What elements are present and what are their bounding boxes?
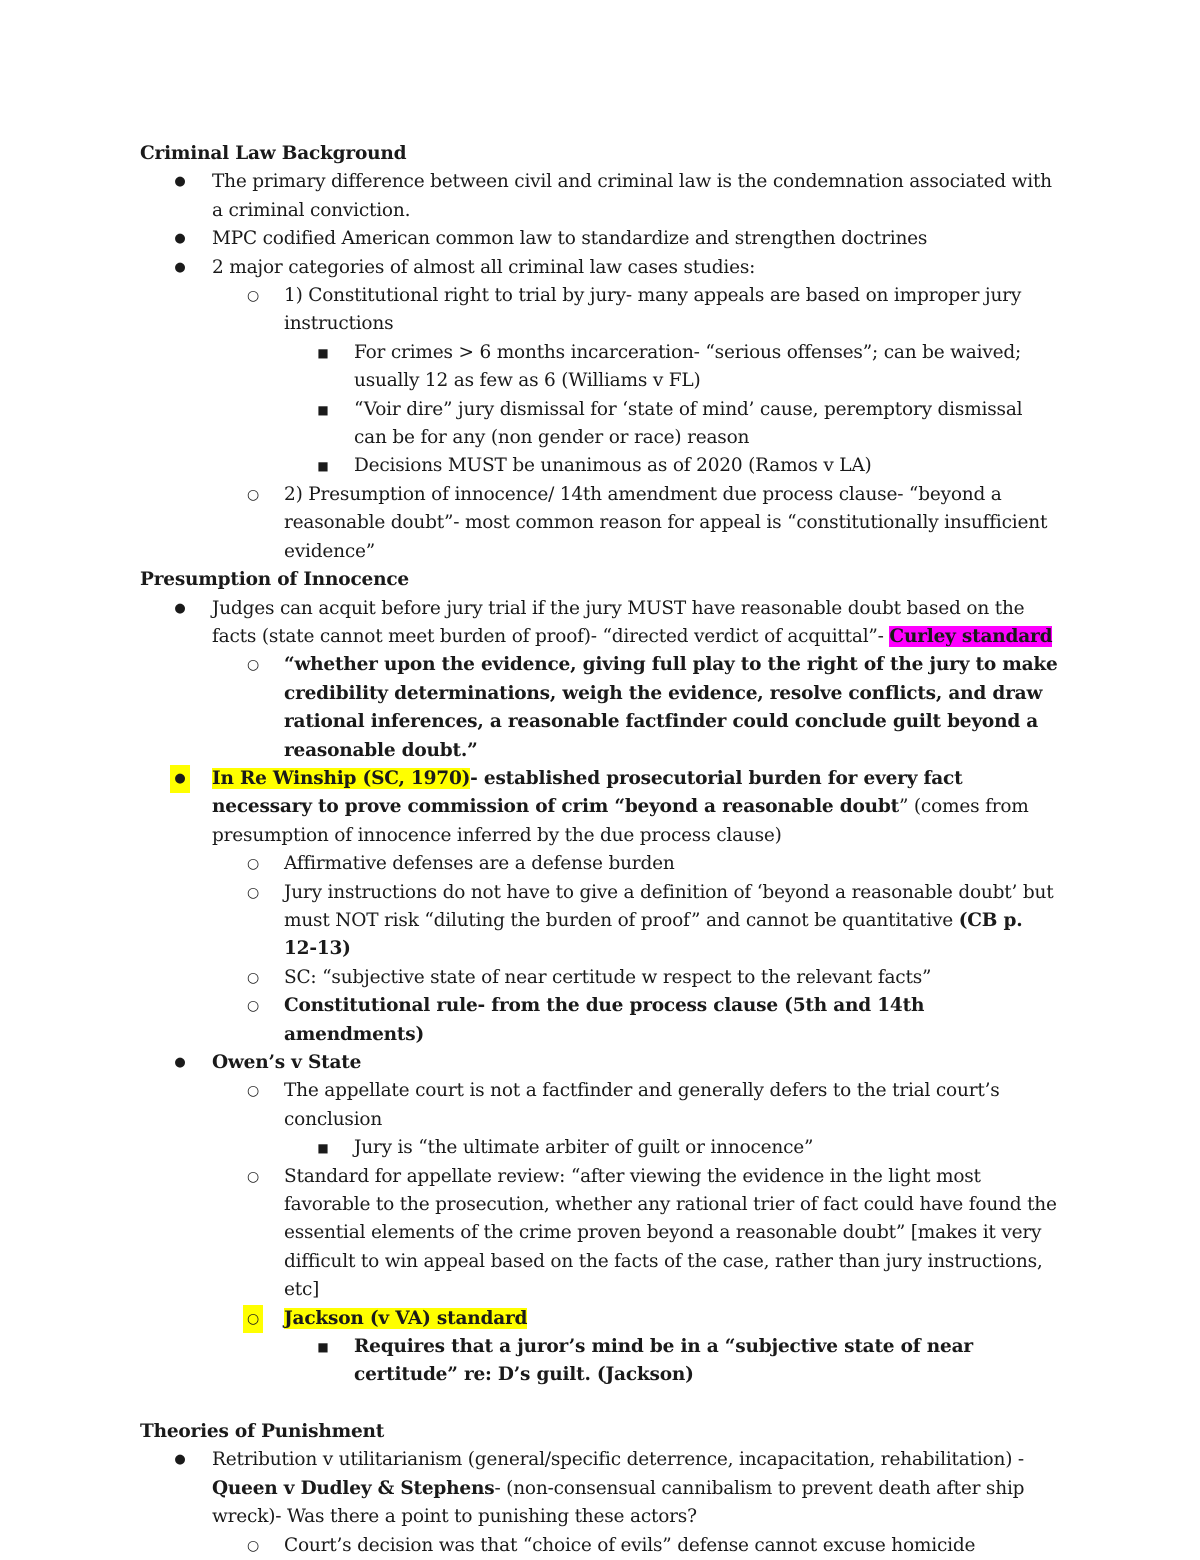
sub-list-item [140,1532,1060,1560]
list-item-text: 2) Presumption of innocence/ 14th amendment due process clause- “beyond a reasonable doubt”- most common reason for appeal is “constitutionally insufficient evidence” [284,483,1048,562]
square-bullet-icon: ■ [317,1141,329,1156]
bullet-icon: ● [174,259,186,275]
circle-bullet-icon: ○ [246,998,260,1015]
circle-bullet-icon: ○ [246,884,260,901]
list-item-text: ” (comes from presumption of innocence inferred by the due process clause) [212,796,1029,846]
list-item-text: The appellate court is not a factfinder and generally defers to the trial court’s conclusion [284,1080,1000,1130]
sub-sub-list-item [140,1134,1060,1162]
list-item-text: MPC codified American common law to standardize and strengthen doctrines [212,228,928,250]
sub-list-item [140,651,1060,765]
sub-list-item [140,964,1060,992]
list-item [140,254,1060,282]
paragraph-spacer [140,1390,1060,1418]
section-heading-criminal-law-background: Criminal Law Background [140,143,407,164]
list-item-text: 2 major categories of almost all criminal law cases studies: [212,256,756,278]
list-item-text: Affirmative defenses are a defense burden [284,853,675,875]
circle-bullet-icon: ○ [243,1305,263,1333]
square-bullet-icon: ■ [317,1340,329,1355]
list-item [140,225,1060,253]
circle-bullet-icon: ○ [246,1168,260,1185]
sub-list-item [140,1077,1060,1134]
bullet-icon: ● [174,1055,186,1070]
list-item [140,168,1060,225]
circle-bullet-icon: ○ [246,288,260,305]
sub-list-item [140,850,1060,878]
list-item-text: The primary difference between civil and criminal law is the condemnation associated with a criminal conviction. [212,171,1052,221]
sub-list-item [140,481,1060,566]
highlighted-case-jackson-standard: Jackson (v VA) standard [284,1307,528,1329]
sub-sub-list-item [140,452,1060,480]
section-heading-presumption-of-innocence: Presumption of Innocence [140,569,409,591]
list-item [140,595,1060,652]
sub-list-item [140,1163,1060,1305]
list-item [140,1446,1060,1531]
list-item-text: Jury instructions do not have to give a definition of ‘beyond a reasonable doubt’ but must NOT risk “diluting the burden of proof” and cannot be quantitative [284,881,1054,931]
sub-sub-list-item [140,1333,1060,1390]
circle-bullet-icon: ○ [246,486,260,503]
bullet-icon: ● [174,174,186,190]
sub-sub-list-item [140,396,1060,453]
list-item [140,1049,1060,1077]
bullet-icon: ● [174,1452,186,1468]
citation-text: (CB p. 12-13) [284,909,1023,960]
sub-list-item [140,879,1060,964]
list-item-text: For crimes > 6 months incarceration- “serious offenses”; can be waived; usually 12 as few as 6 (Williams v FL) [354,341,1022,392]
list-item-text: Constitutional rule- from the due process clause (5th and 14th amendments) [284,995,925,1045]
list-item-text: SC: “subjective state of near certitude w respect to the relevant facts” [284,966,932,988]
circle-bullet-icon: ○ [246,856,260,873]
circle-bullet-icon: ○ [246,1537,260,1554]
list-item-text: Decisions MUST be unanimous as of 2020 (Ramos v LA) [354,455,872,477]
document-body [140,140,1060,1560]
sub-list-item [140,992,1060,1049]
case-name-text: Queen v Dudley & Stephens [212,1477,495,1499]
list-item-text: Requires that a juror’s mind be in a “subjective state of near certitude” re: D’s guilt. (Jackson) [354,1336,973,1386]
square-bullet-icon: ■ [317,402,329,417]
list-item-text: Retribution v utilitarianism (general/specific deterrence, incapacitation, rehabilitation) - [212,1449,1024,1471]
list-item-text: Judges can acquit before jury trial if the jury MUST have reasonable doubt based on the facts (state cannot meet burden of proof)- “directed verdict of acquittal”- [212,597,1025,647]
list-item-text: 1) Constitutional right to trial by jury- many appeals are based on improper jury instructions [284,285,1022,335]
bullet-icon: ● [174,600,186,616]
square-bullet-icon: ■ [317,459,329,474]
list-item-bold-text: - established prosecutorial burden for every fact necessary to prove commission of crim “beyond a reasonable doubt [212,767,963,818]
highlighted-case-in-re-winship: In Re Winship (SC, 1970) [212,767,471,789]
sub-sub-list-item [140,339,1060,396]
list-item-text: “whether upon the evidence, giving full play to the right of the jury to make credibility determinations, weigh the evidence, resolve conflicts, and draw rational inferences, a reasonable factfinder could conclude guilt beyond a reasonable doubt.” [284,654,1058,761]
list-item-text: Owen’s v State [212,1052,362,1073]
circle-bullet-icon: ○ [246,657,260,674]
highlighted-case-curley-standard: Curley standard [889,625,1053,647]
sub-list-item [140,282,1060,339]
sub-list-item [140,1305,1060,1333]
bullet-icon: ● [174,231,186,247]
section-heading-theories-of-punishment: Theories of Punishment [140,1420,385,1442]
list-item [140,765,1060,850]
circle-bullet-icon: ○ [246,969,260,986]
list-item-text: “Voir dire” jury dismissal for ‘state of mind’ cause, peremptory dismissal can be for any (non gender or race) reason [354,398,1023,449]
circle-bullet-icon: ○ [246,1083,260,1100]
bullet-icon: ● [170,765,190,793]
list-item-text: Court’s decision was that “choice of evils” defense cannot excuse homicide [284,1534,976,1556]
square-bullet-icon: ■ [317,345,329,360]
list-item-text: - (non-consensual cannibalism to prevent death after ship wreck)- Was there a point to punishing these actors? [212,1477,1025,1528]
list-item-text: Standard for appellate review: “after viewing the evidence in the light most favorable to the prosecution, whether any rational trier of fact could have found the essential elements of the crime proven beyond a reasonable doubt” [makes it very difficult to win appeal based on the facts of the case, rather than jury instructions, etc] [284,1165,1057,1301]
list-item-text: Jury is “the ultimate arbiter of guilt or innocence” [354,1137,814,1159]
